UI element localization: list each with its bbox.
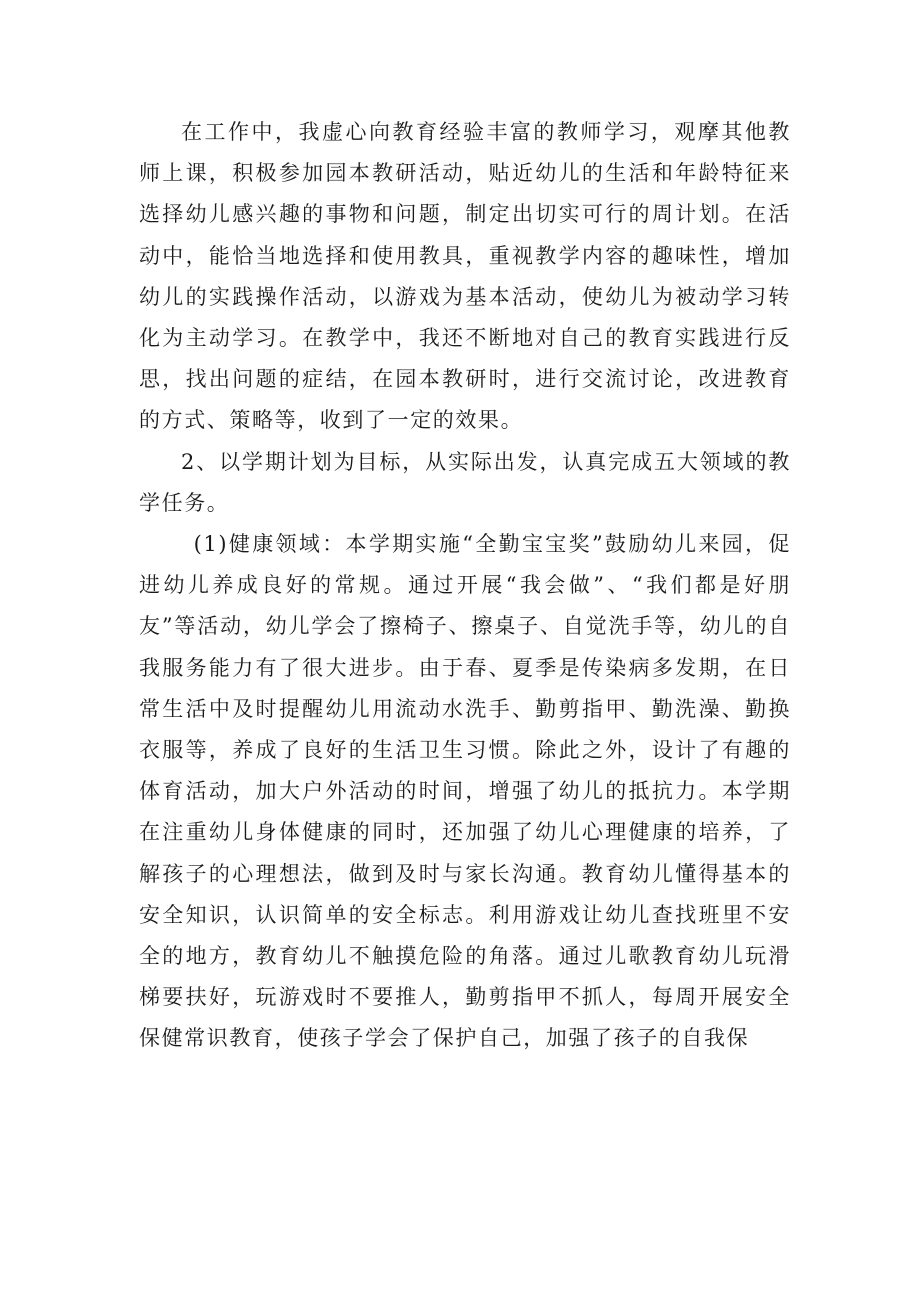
document-body bbox=[139, 112, 791, 1060]
paragraph-teaching-work: 在工作中，我虚心向教育经验丰富的教师学习，观摩其他教师上课，积极参加园本教研活动，贴近幼儿的生活和年龄特征来选择幼儿感兴趣的事物和问题，制定出切实可行的周计划。在活动中，能恰当地选择和使用教具，重视教学内容的趣味性，增加幼儿的实践操作活动，以游戏为基本活动，使幼儿为被动学习转化为主动学习。在教学中，我还不断地对自己的教育实践进行反思，找出问题的症结，在园本教研时，进行交流讨论，改进教育的方式、策略等，收到了一定的效果。 bbox=[139, 120, 791, 433]
paragraph-health-domain: (1)健康领域：本学期实施“全勤宝宝奖”鼓励幼儿来园，促进幼儿养成良好的常规。通过开展“我会做”、“我们都是好朋友”等活动，幼儿学会了擦椅子、擦桌子、自觉洗手等，幼儿的自我服务能力有了很大进步。由于春、夏季是传染病多发期，在日常生活中及时提醒幼儿用流动水洗手、勤剪指甲、勤洗澡、勤换衣服等，养成了良好的生活卫生习惯。除此之外，设计了有趣的体育活动，加大户外活动的时间，增强了幼儿的抵抗力。本学期在注重幼儿身体健康的同时，还加强了幼儿心理健康的培养，了解孩子的心理想法，做到及时与家长沟通。教育幼儿懂得基本的安全知识，认识简单的安全标志。利用游戏让幼儿查找班里不安全的地方，教育幼儿不触摸危险的角落。通过儿歌教育幼儿玩滑梯要扶好，玩游戏时不要推人，勤剪指甲不抓人，每周开展安全保健常识教育，使孩子学会了保护自己，加强了孩子的自我保 bbox=[139, 532, 791, 1051]
paragraph-semester-plan: 2、以学期计划为目标，从实际出发，认真完成五大领域的教学任务。 bbox=[139, 449, 791, 515]
